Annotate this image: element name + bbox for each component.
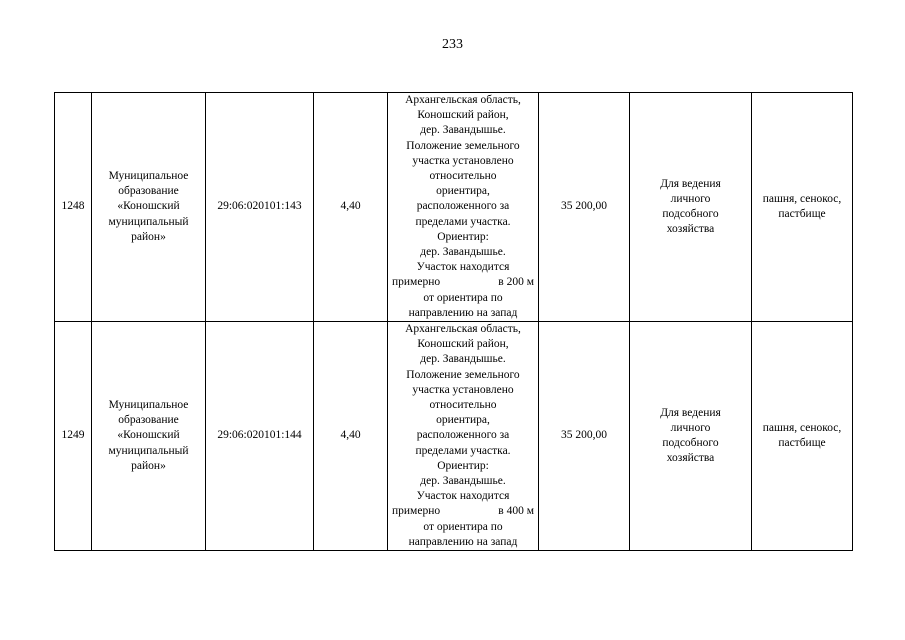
address-line: Положение земельного <box>406 368 520 381</box>
address-distance: в 200 м <box>498 276 534 289</box>
owner-line: Муниципальное <box>108 170 189 183</box>
area-value: 4,40 <box>314 322 388 551</box>
address-approx-word: примерно <box>392 505 441 518</box>
owner-line: «Коношский <box>117 429 180 442</box>
row-number: 1249 <box>55 322 92 551</box>
address-line: Ориентир: <box>437 459 489 472</box>
usage-line: пастбище <box>778 208 826 221</box>
address-line: Коношский район, <box>417 109 509 122</box>
price-value: 35 200,00 <box>539 322 630 551</box>
cadastral-number: 29:06:020101:144 <box>206 322 314 551</box>
address-line: расположенного за <box>416 429 510 442</box>
usage-cell <box>752 322 853 551</box>
owner-line: «Коношский <box>117 200 180 213</box>
land-plots-table <box>54 92 853 551</box>
usage-line: пастбище <box>778 437 826 450</box>
address-line: Коношский район, <box>417 338 509 351</box>
owner-line: образование <box>118 414 179 427</box>
address-distance-line <box>390 504 536 519</box>
page-number: 233 <box>442 37 463 52</box>
purpose-line: личного <box>670 421 711 434</box>
address-line: Ориентир: <box>437 230 489 243</box>
address-cell <box>388 322 539 551</box>
owner-cell <box>92 93 206 322</box>
area-value: 4,40 <box>314 93 388 322</box>
purpose-line: хозяйства <box>666 452 715 465</box>
usage-line: пашня, сенокос, <box>762 421 842 434</box>
price-value: 35 200,00 <box>539 93 630 322</box>
address-line: Положение земельного <box>406 139 520 152</box>
owner-line: район» <box>131 459 166 472</box>
purpose-line: Для ведения <box>660 406 721 419</box>
table-row <box>55 93 853 322</box>
purpose-line: подсобного <box>662 437 719 450</box>
address-line: относительно <box>429 170 497 183</box>
owner-line: муниципальный <box>108 215 189 228</box>
owner-cell <box>92 322 206 551</box>
address-line: пределами участка. <box>415 215 511 228</box>
owner-line: Муниципальное <box>108 399 189 412</box>
address-line: участка установлено <box>412 154 514 167</box>
purpose-line: подсобного <box>662 208 719 221</box>
cadastral-number: 29:06:020101:143 <box>206 93 314 322</box>
address-line: от ориентира по <box>423 520 503 533</box>
address-line: Участок находится <box>416 261 510 274</box>
address-line: Архангельская область, <box>405 323 521 336</box>
address-cell <box>388 93 539 322</box>
purpose-line: хозяйства <box>666 223 715 236</box>
address-line: пределами участка. <box>415 444 511 457</box>
purpose-line: Для ведения <box>660 177 721 190</box>
address-line: дер. Завандышье. <box>420 124 506 137</box>
address-distance-line <box>390 275 536 290</box>
purpose-cell <box>630 322 752 551</box>
address-line: дер. Завандышье. <box>420 353 506 366</box>
table-row <box>55 322 853 551</box>
address-approx-word: примерно <box>392 276 441 289</box>
address-line: дер. Завандышье. <box>420 475 506 488</box>
address-line: от ориентира по <box>423 291 503 304</box>
address-line: относительно <box>429 399 497 412</box>
owner-line: район» <box>131 230 166 243</box>
address-line: Участок находится <box>416 490 510 503</box>
owner-line: образование <box>118 185 179 198</box>
address-line: дер. Завандышье. <box>420 246 506 259</box>
address-line: расположенного за <box>416 200 510 213</box>
usage-cell <box>752 93 853 322</box>
usage-line: пашня, сенокос, <box>762 192 842 205</box>
purpose-line: личного <box>670 192 711 205</box>
row-number: 1248 <box>55 93 92 322</box>
address-line: направлению на запад <box>408 306 518 319</box>
owner-line: муниципальный <box>108 444 189 457</box>
address-line: направлению на запад <box>408 535 518 548</box>
address-line: ориентира, <box>436 414 490 427</box>
purpose-cell <box>630 93 752 322</box>
address-line: участка установлено <box>412 383 514 396</box>
address-line: ориентира, <box>436 185 490 198</box>
address-distance: в 400 м <box>498 505 534 518</box>
address-line: Архангельская область, <box>405 94 521 106</box>
